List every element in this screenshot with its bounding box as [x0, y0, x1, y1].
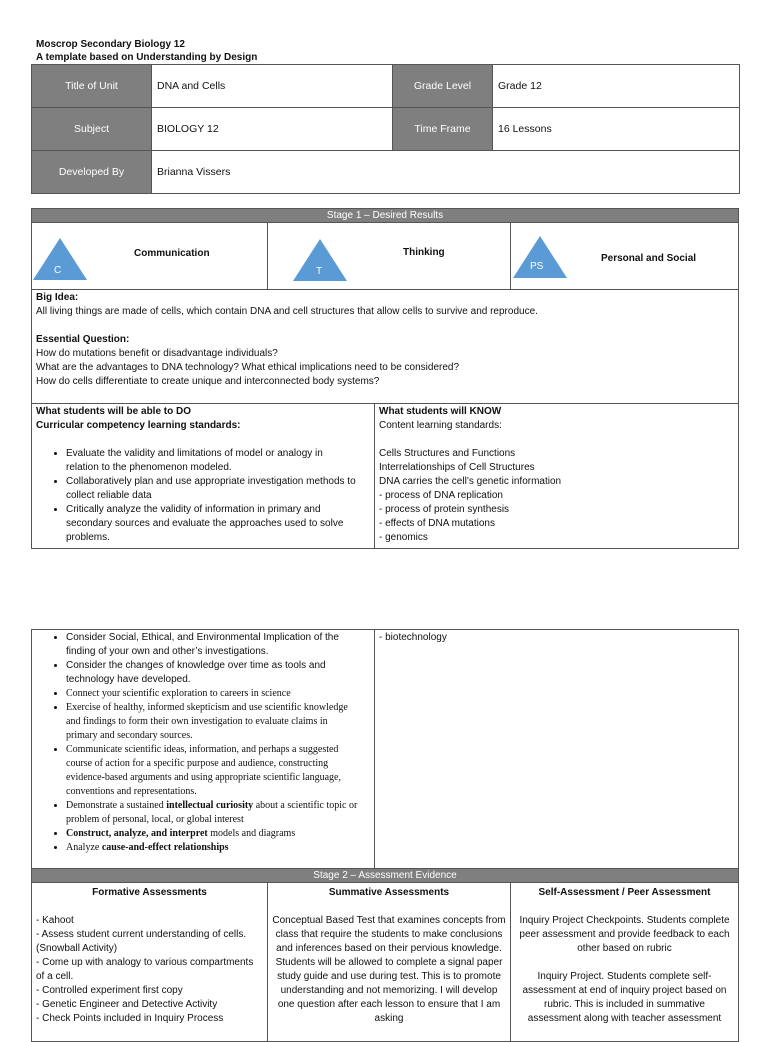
- developer-value: Brianna Vissers: [152, 151, 740, 194]
- know-item: - process of protein synthesis: [379, 504, 510, 515]
- competency-communication: [31, 222, 268, 290]
- do-item: • Connect your scientific exploration to careers in science: [66, 687, 360, 701]
- thinking-label: Thinking: [403, 247, 445, 258]
- know-item: Cells Structures and Functions: [379, 448, 516, 459]
- self-peer-text-2: Inquiry Project. Students complete self-assessment at end of inquiry project based on rubric. This is included in summative assessment along with teacher assessment: [522, 971, 727, 1024]
- title-value: DNA and Cells: [152, 65, 393, 108]
- triangle-t-letter: T: [316, 266, 323, 277]
- know-item: - effects of DNA mutations: [379, 518, 495, 529]
- do-item: • Consider the changes of knowledge over time as tools and technology have developed.: [66, 659, 360, 687]
- time-label: Time Frame: [393, 108, 493, 151]
- do-continued-list-b: [36, 687, 360, 855]
- competency-thinking: [267, 222, 511, 290]
- do-item: • Consider Social, Ethical, and Environmental Implication of the finding of your own and other’s investigations.: [66, 631, 360, 659]
- grade-value: Grade 12: [493, 65, 740, 108]
- formative-heading: Formative Assessments: [92, 887, 207, 898]
- know-item: - process of DNA replication: [379, 490, 503, 501]
- triangle-c-letter: C: [54, 265, 62, 276]
- formative-item: - Check Points included in Inquiry Process: [36, 1013, 224, 1024]
- formative-column: [31, 882, 268, 1042]
- grade-label: Grade Level: [393, 65, 493, 108]
- essential-question-2: What are the advantages to DNA technology? What ethical implications need to be considered?: [36, 362, 460, 373]
- competency-personal-social: [510, 222, 739, 290]
- big-idea-section: [31, 289, 739, 404]
- formative-item: - Come up with analogy to various compartments of a cell.: [36, 957, 254, 982]
- big-idea-label: Big Idea:: [36, 292, 79, 303]
- know-item: DNA carries the cell’s genetic information: [379, 476, 562, 487]
- know-heading: What students will KNOW: [379, 406, 502, 417]
- know-subheading: Content learning standards:: [379, 420, 502, 431]
- subject-value: BIOLOGY 12: [152, 108, 393, 151]
- know-item: Interrelationships of Cell Structures: [379, 462, 535, 473]
- summative-heading: Summative Assessments: [328, 887, 450, 898]
- big-idea-text: All living things are made of cells, which contain DNA and cell structures that allow cells to survive and reproduce.: [36, 306, 538, 317]
- do-subheading: Curricular competency learning standards:: [36, 420, 241, 431]
- self-peer-heading: Self-Assessment / Peer Assessment: [538, 887, 711, 898]
- summative-text: Conceptual Based Test that examines concepts from class that require the students to make conclusions and inferences based on their pervious knowledge. Students will be allowed to complete a signal paper study guide and use during test. This is to promote understanding and not memorizing. I will develop one question after each lesson to ensure that I am asking: [272, 915, 506, 1024]
- do-item: • Communicate scientific ideas, information, and perhaps a suggested course of action for a specific purpose and audience, constructing evidence-based arguments and using appropriate scientific language, conventions and representations.: [66, 743, 360, 799]
- do-item-curiosity: • Demonstrate a sustained intellectual curiosity about a scientific topic or problem of personal, local, or global interest: [66, 799, 360, 827]
- do-item: • Collaboratively plan and use appropriate investigation methods to collect reliable data: [66, 475, 358, 503]
- self-peer-text-1: Inquiry Project Checkpoints. Students complete peer assessment and provide feedback to each other based on rubric: [519, 915, 730, 954]
- school-title: Moscrop Secondary Biology 12: [36, 39, 185, 50]
- do-continued-list-a: [36, 631, 360, 687]
- time-value: 16 Lessons: [493, 108, 740, 151]
- do-item: • Exercise of healthy, informed skepticism and use scientific knowledge and findings to form their own investigation to evaluate claims in primary and secondary sources.: [66, 701, 360, 743]
- do-list: [36, 447, 358, 545]
- stage2-bar: Stage 2 – Assessment Evidence: [31, 868, 739, 883]
- do-continued-section: [31, 629, 375, 869]
- unit-info-table: [31, 64, 740, 194]
- triangle-ps-letter: PS: [530, 261, 544, 272]
- know-continued-section: [374, 629, 739, 869]
- formative-item: - Kahoot: [36, 915, 74, 926]
- essential-question-3: How do cells differentiate to create unique and interconnected body systems?: [36, 376, 380, 387]
- essential-question-1: How do mutations benefit or disadvantage individuals?: [36, 348, 278, 359]
- template-subtitle: A template based on Understanding by Design: [36, 52, 258, 63]
- do-item: • Critically analyze the validity of information in primary and secondary sources and evaluate the approaches used to solve problems.: [66, 503, 358, 545]
- do-item: • Evaluate the validity and limitations of model or analogy in relation to the phenomenon modeled.: [66, 447, 358, 475]
- formative-item: - Controlled experiment first copy: [36, 985, 183, 996]
- communication-label: Communication: [134, 248, 210, 259]
- do-item-analyze: • Analyze cause-and-effect relationships: [66, 841, 360, 855]
- do-heading: What students will be able to DO: [36, 406, 192, 417]
- title-label: Title of Unit: [32, 65, 152, 108]
- stage1-bar: Stage 1 – Desired Results: [31, 208, 739, 223]
- essential-question-label: Essential Question:: [36, 334, 130, 345]
- formative-item: - Assess student current understanding of cells. (Snowball Activity): [36, 929, 247, 954]
- know-section: [374, 403, 739, 549]
- do-section: [31, 403, 375, 549]
- do-item-construct: • Construct, analyze, and interpret models and diagrams: [66, 827, 360, 841]
- developer-label: Developed By: [32, 151, 152, 194]
- summative-column: [267, 882, 511, 1042]
- personal-social-label: Personal and Social: [601, 253, 697, 264]
- know-item: - genomics: [379, 532, 428, 543]
- subject-label: Subject: [32, 108, 152, 151]
- know-item: - biotechnology: [379, 632, 447, 643]
- self-peer-column: [510, 882, 739, 1042]
- formative-item: - Genetic Engineer and Detective Activity: [36, 999, 218, 1010]
